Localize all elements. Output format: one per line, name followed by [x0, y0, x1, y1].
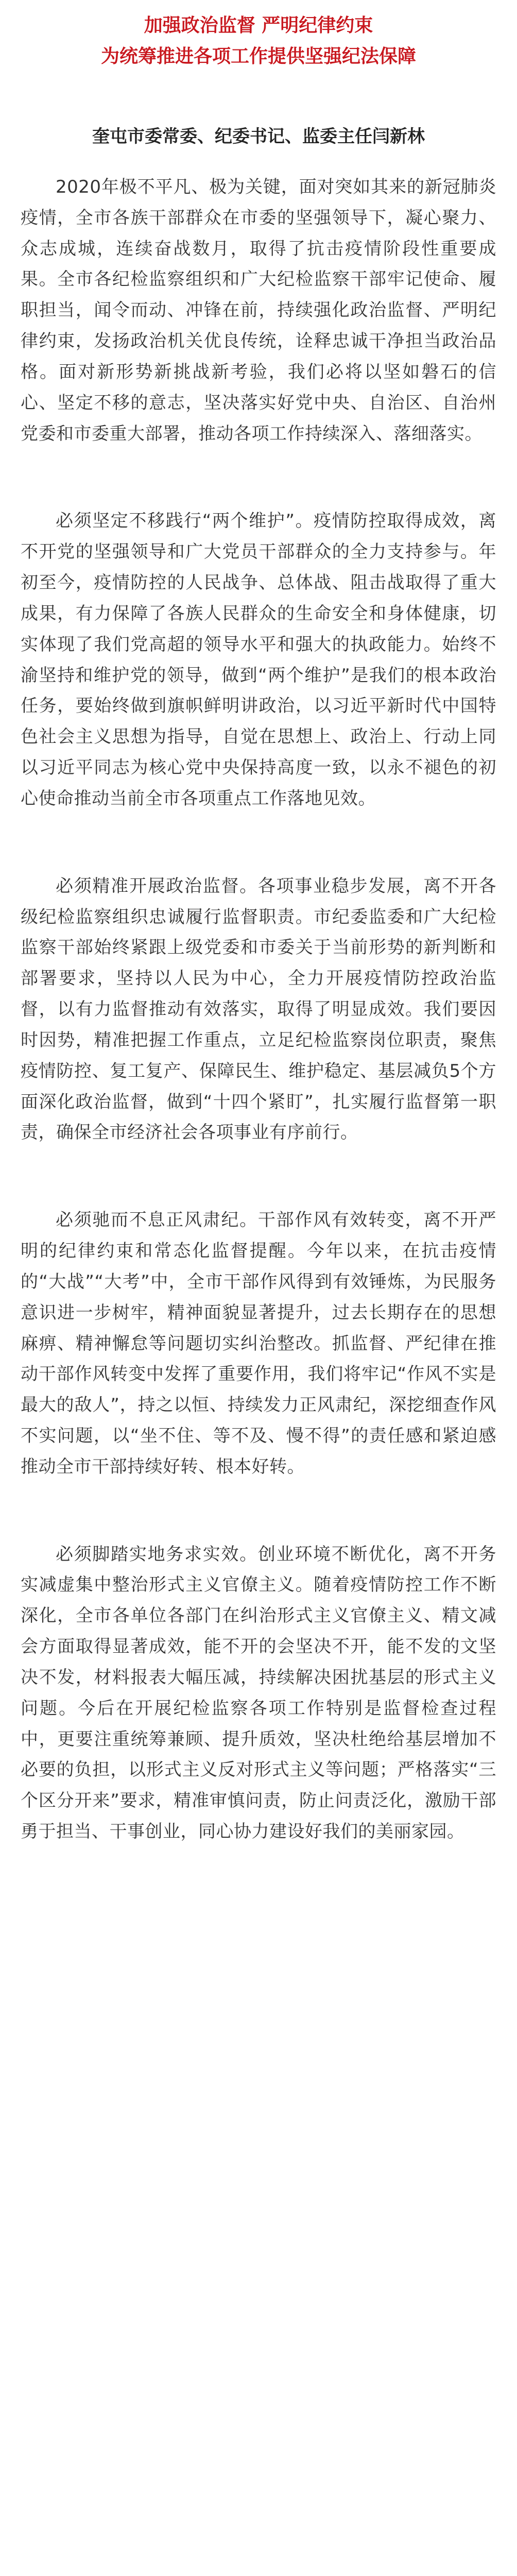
article-body	[21, 172, 496, 1848]
article-paragraph: 必须精准开展政治监督。各项事业稳步发展，离不开各级纪检监察组织忠诚履行监督职责。市纪委监委和广大纪检监察干部始终紧跟上级党委和市委关于当前形势的新判断和部署要求，坚持以人民为中心，全力开展疫情防控政治监督，以有力监督推动有效落实，取得了明显成效。我们要因时因势，精准把握工作重点，立足纪检监察岗位职责，聚焦疫情防控、复工复产、保障民生、维护稳定、基层减负5个方面深化政治监督，做到“十四个紧盯”，扎实履行监督第一职责，确保全市经济社会各项事业有序前行。	[21, 875, 496, 1143]
article-paragraph: 必须驰而不息正风肃纪。干部作风有效转变，离不开严明的纪律约束和常态化监督提醒。今年以来，在抗击疫情的“大战”“大考”中，全市干部作风得到有效锤炼，为民服务意识进一步树牢，精神面貌显著提升，过去长期存在的思想麻痹、精神懈怠等问题切实纠治整改。抓监督、严纪律在推动干部作风转变中发挥了重要作用，我们将牢记“作风不实是最大的敌人”，持之以恒、持续发力正风肃纪，深挖细查作风不实问题，以“坐不住、等不及、慢不得”的责任感和紧迫感推动全市干部持续好转、根本好转。	[21, 1210, 496, 1477]
article-paragraph: 2020年极不平凡、极为关键，面对突如其来的新冠肺炎疫情，全市各族干部群众在市委的坚强领导下，凝心聚力、众志成城，连续奋战数月，取得了抗击疫情阶段性重要成果。全市各纪检监察组织和广大纪检监察干部牢记使命、履职担当，闻令而动、冲锋在前，持续强化政治监督、严明纪律约束，发扬政治机关优良传统，诠释忠诚干净担当政治品格。面对新形势新挑战新考验，我们必将以坚如磐石的信心、坚定不移的意志，坚决落实好党中央、自治区、自治州党委和市委重大部署，推动各项工作持续深入、落细落实。	[21, 177, 496, 444]
article-byline: 奎屯市委常委、纪委书记、监委主任闫新林	[92, 126, 425, 147]
article-paragraph: 必须脚踏实地务求实效。创业环境不断优化，离不开务实减虚集中整治形式主义官僚主义。随着疫情防控工作不断深化，全市各单位各部门在纠治形式主义官僚主义、精文减会方面取得显著成效，能不开的会坚决不开，能不发的文坚决不发，材料报表大幅压减，持续解决困扰基层的形式主义问题。今后在开展纪检监察各项工作特别是监督检查过程中，更要注重统筹兼顾、提升质效，坚决杜绝给基层增加不必要的负担，以形式主义反对形式主义等问题；严格落实“三个区分开来”要求，精准审慎问责，防止问责泛化，激励干部勇于担当、干事创业，同心协力建设好我们的美丽家园。	[21, 1544, 496, 1842]
article-title-line-2: 为统筹推进各项工作提供坚强纪法保障	[100, 46, 416, 67]
article-title-line-1: 加强政治监督 严明纪律约束	[144, 15, 373, 36]
article-paragraph: 必须坚定不移践行“两个维护”。疫情防控取得成效，离不开党的坚强领导和广大党员干部群众的全力支持参与。年初至今，疫情防控的人民战争、总体战、阻击战取得了重大成果，有力保障了各族人民群众的生命安全和身体健康，切实体现了我们党高超的领导水平和强大的执政能力。始终不渝坚持和维护党的领导，做到“两个维护”是我们的根本政治任务，要始终做到旗帜鲜明讲政治，以习近平新时代中国特色社会主义思想为指导，自觉在思想上、政治上、行动上同以习近平同志为核心党中央保持高度一致，以永不褪色的初心使命推动当前全市各项重点工作落地见效。	[21, 511, 496, 809]
